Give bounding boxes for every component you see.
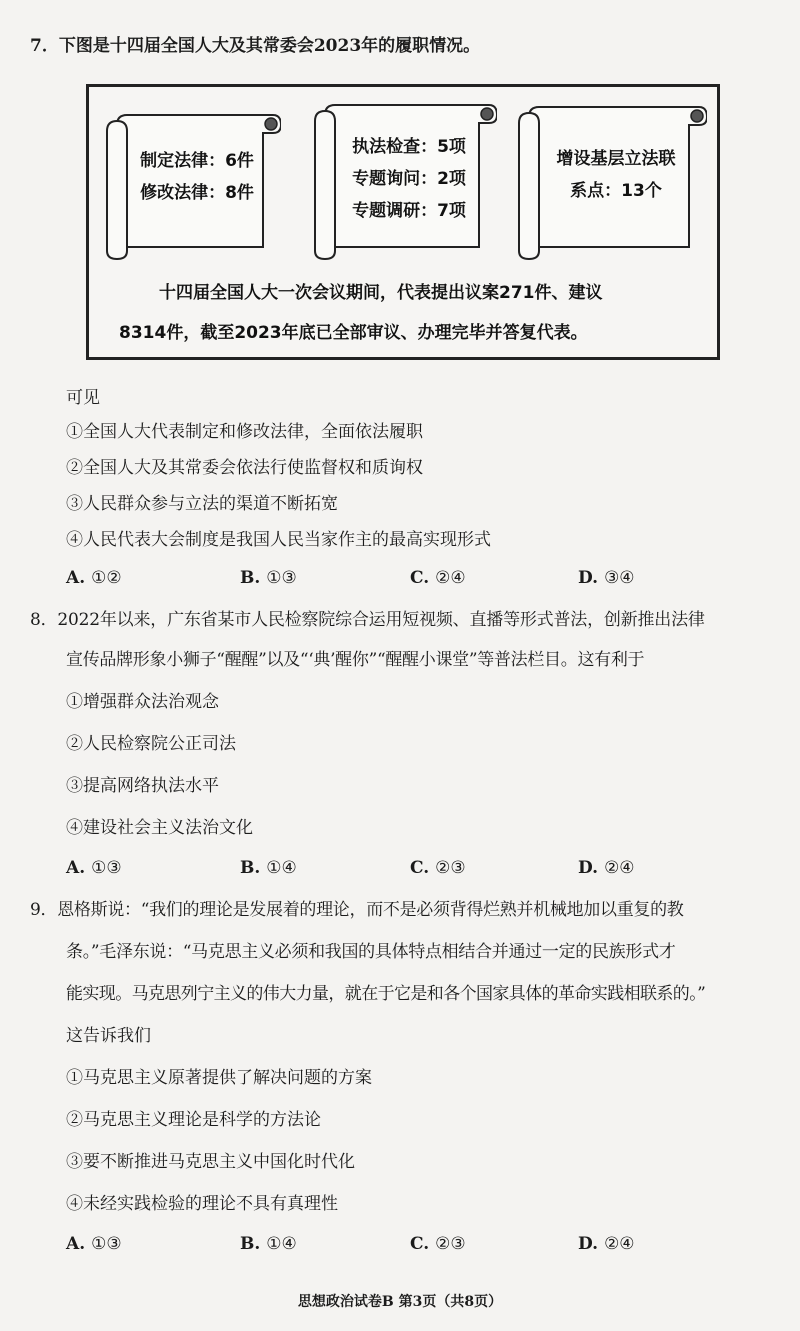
q8-item-3: ③提高网络执法水平 [66, 776, 219, 796]
q8-option-a[interactable]: A. ①③ [66, 858, 122, 878]
q7-item-1: ①全国人大代表制定和修改法律，全面依法履职 [66, 422, 423, 442]
scroll-laws-line-1: 制定法律：6件 [140, 151, 254, 171]
q8-stem-line-2: 宣传品牌形象小狮子“醒醒”以及“‘典’醒你”“醒醒小课堂”等普法栏目。这有利于 [66, 650, 645, 670]
scroll-laws-line-2: 修改法律：8件 [140, 183, 254, 203]
q9-options [66, 1232, 766, 1256]
page-footer: 思想政治试卷B 第3页（共8页） [297, 1294, 503, 1310]
scroll-legislation-points [515, 103, 707, 261]
q9-lead: 这告诉我们 [66, 1026, 151, 1046]
figure-caption-line-1: 十四届全国人大一次会议期间，代表提出议案271件、建议 [159, 283, 603, 303]
q9-option-c[interactable]: C. ②③ [410, 1234, 466, 1254]
q7-option-d[interactable]: D. ③④ [578, 568, 635, 588]
scroll-supervision-line-1: 执法检查：5项 [352, 137, 466, 157]
scroll-supervision [311, 101, 497, 261]
scroll-legislation-line-2: 系点：13个 [570, 181, 662, 201]
q7-option-a[interactable]: A. ①② [66, 568, 122, 588]
q9-option-a[interactable]: A. ①③ [66, 1234, 122, 1254]
q7-figure [86, 84, 720, 360]
q8-item-1: ①增强群众法治观念 [66, 692, 219, 712]
q9-option-b[interactable]: B. ①④ [240, 1234, 297, 1254]
q7-option-c[interactable]: C. ②④ [410, 568, 466, 588]
q8-option-d[interactable]: D. ②④ [578, 858, 635, 878]
q9-item-1: ①马克思主义原著提供了解决问题的方案 [66, 1068, 372, 1088]
q9-item-2: ②马克思主义理论是科学的方法论 [66, 1110, 321, 1130]
q7-option-b[interactable]: B. ①③ [240, 568, 297, 588]
q8-stem-line-1: 8．2022年以来，广东省某市人民检察院综合运用短视频、直播等形式普法，创新推出法律 [30, 610, 705, 630]
q7-stem: 7．下图是十四届全国人大及其常委会2023年的履职情况。 [30, 36, 481, 56]
q9-stem-line-1: 9．恩格斯说：“我们的理论是发展着的理论，而不是必须背得烂熟并机械地加以重复的教 [30, 900, 684, 920]
q8-options [66, 856, 766, 880]
q7-lead: 可见 [66, 388, 100, 408]
figure-caption-line-2: 8314件，截至2023年底已全部审议、办理完毕并答复代表。 [119, 323, 588, 343]
scroll-supervision-line-2: 专题询问：2项 [352, 169, 466, 189]
q9-item-4: ④未经实践检验的理论不具有真理性 [66, 1194, 338, 1214]
q9-item-3: ③要不断推进马克思主义中国化时代化 [66, 1152, 355, 1172]
scroll-supervision-line-3: 专题调研：7项 [352, 201, 466, 221]
q7-item-2: ②全国人大及其常委会依法行使监督权和质询权 [66, 458, 423, 478]
q8-option-c[interactable]: C. ②③ [410, 858, 466, 878]
q8-option-b[interactable]: B. ①④ [240, 858, 297, 878]
q8-item-2: ②人民检察院公正司法 [66, 734, 236, 754]
q9-stem-line-3: 能实现。马克思列宁主义的伟大力量，就在于它是和各个国家具体的革命实践相联系的。” [66, 984, 706, 1004]
scroll-legislation-line-1: 增设基层立法联 [556, 149, 676, 169]
q9-stem-line-2: 条。”毛泽东说：“马克思主义必须和我国的具体特点相结合并通过一定的民族形式才 [66, 942, 676, 962]
q7-item-3: ③人民群众参与立法的渠道不断拓宽 [66, 494, 338, 514]
scroll-laws [103, 111, 281, 261]
q7-item-4: ④人民代表大会制度是我国人民当家作主的最高实现形式 [66, 530, 491, 550]
q8-item-4: ④建设社会主义法治文化 [66, 818, 253, 838]
q9-option-d[interactable]: D. ②④ [578, 1234, 635, 1254]
q7-options [66, 566, 766, 590]
